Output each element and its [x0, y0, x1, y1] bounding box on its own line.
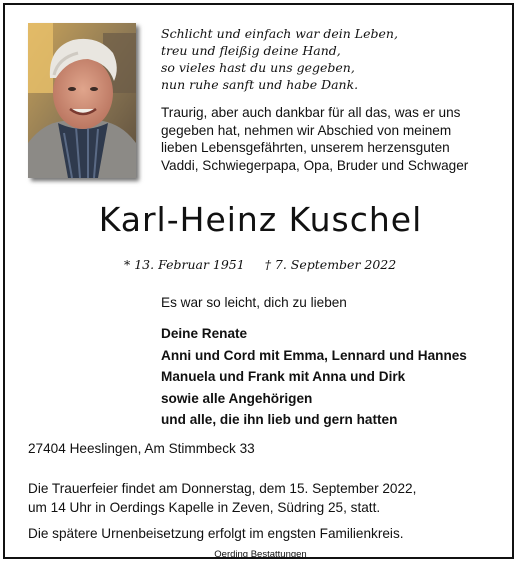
poem-line: treu und fleißig deine Hand,: [161, 43, 341, 58]
funeral-line: Die Trauerfeier findet am Donnerstag, dem 15. September 2022,: [28, 481, 417, 496]
intro-line: Vaddi, Schwiegerpapa, Opa, Bruder und Schwager: [161, 157, 469, 173]
address: 27404 Heeslingen, Am Stimmbeck 33: [28, 441, 255, 456]
poem: [161, 25, 491, 93]
death-date: † 7. September 2022: [264, 257, 397, 272]
intro-line: lieben Lebensgefährten, unserem herzensguten: [161, 140, 450, 155]
obituary-frame: [3, 3, 514, 559]
funeral-info: [28, 479, 498, 517]
life-dates: [124, 257, 424, 272]
portrait-photo: [28, 23, 136, 178]
intro-text: [161, 104, 501, 174]
deceased-name: Karl-Heinz Kuschel: [98, 200, 423, 239]
birth-date: * 13. Februar 1951: [124, 257, 245, 272]
mourner-line: Deine Renate: [161, 326, 248, 341]
poem-line: Schlicht und einfach war dein Leben,: [161, 26, 398, 41]
urn-burial-info: Die spätere Urnenbeisetzung erfolgt im engsten Familienkreis.: [28, 526, 404, 541]
mourner-line: und alle, die ihn lieb und gern hatten: [161, 412, 398, 427]
funeral-line: um 14 Uhr in Oerdings Kapelle in Zeven, Südring 25, statt.: [28, 500, 381, 515]
mourners-lead: Es war so leicht, dich zu lieben: [161, 295, 347, 310]
mourner-line: sowie alle Angehörigen: [161, 390, 313, 406]
intro-line: Traurig, aber auch dankbar für all das, was er uns: [161, 105, 461, 120]
poem-line: nun ruhe sanft und habe Dank.: [161, 77, 359, 92]
mourner-line: Anni und Cord mit Emma, Lennard und Hannes: [161, 347, 467, 363]
mourners-list: [161, 323, 501, 431]
poem-line: so vieles hast du uns gegeben,: [161, 60, 355, 75]
intro-line: gegeben hat, nehmen wir Abschied von meinem: [161, 122, 452, 138]
undertaker-credit: Oerding Bestattungen: [214, 549, 307, 560]
mourner-line: Manuela und Frank mit Anna und Dirk: [161, 369, 406, 384]
portrait-image: [28, 23, 136, 178]
